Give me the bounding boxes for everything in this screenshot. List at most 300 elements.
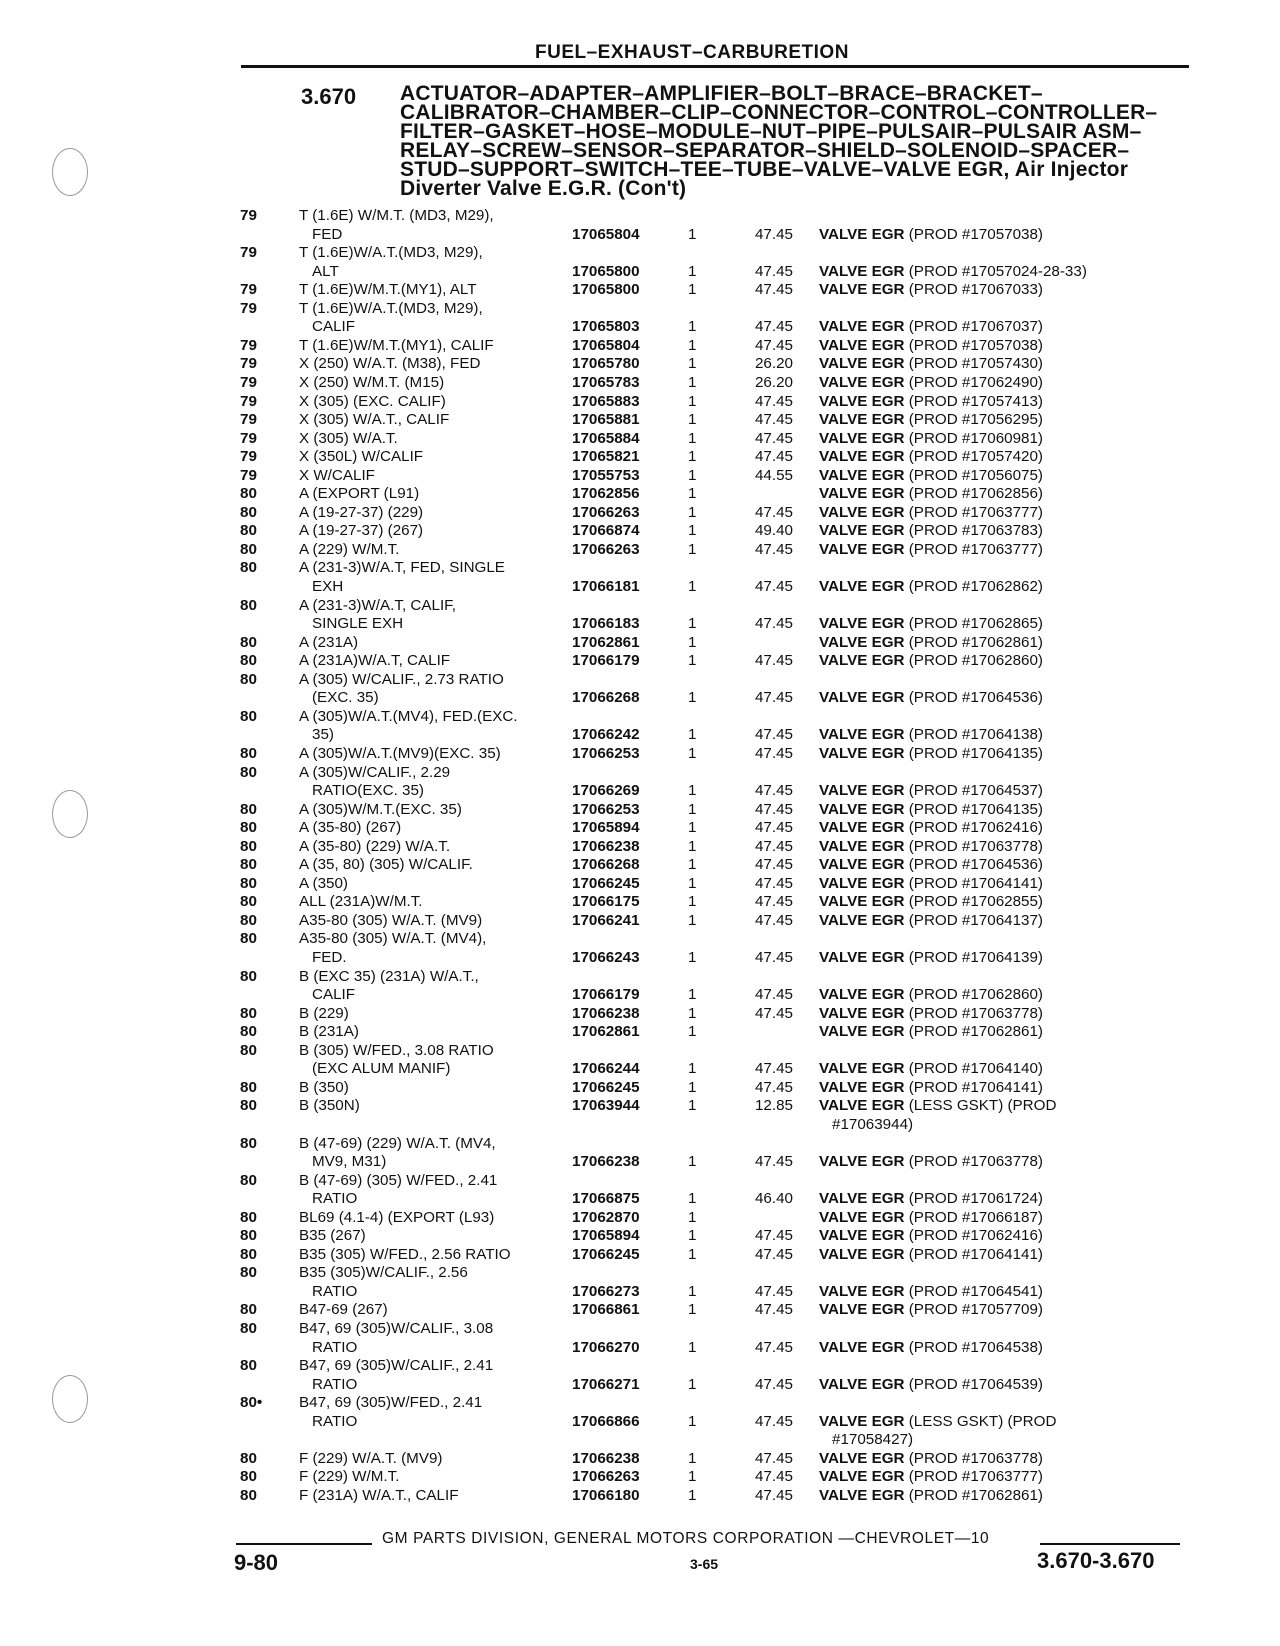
part-number: 17066861 bbox=[572, 1301, 640, 1319]
description-text: A (305)W/A.T.(MV9)(EXC. 35) bbox=[299, 744, 501, 762]
model-year: 80 bbox=[240, 1301, 257, 1319]
part-name-wrap bbox=[819, 430, 1179, 448]
part-name-label: VALVE EGR bbox=[819, 318, 905, 336]
table-row bbox=[0, 1042, 1280, 1061]
table-row bbox=[0, 226, 1280, 245]
model-year: 80 bbox=[240, 856, 257, 874]
part-name-text bbox=[819, 1005, 1047, 1022]
description-text: (EXC. 35) bbox=[312, 689, 379, 707]
application-description bbox=[312, 263, 577, 281]
description-text: A (35-80) (229) W/A.T. bbox=[299, 837, 451, 855]
model-year: 80 bbox=[240, 837, 257, 855]
part-number: 17066263 bbox=[572, 540, 640, 558]
part-number: 17065800 bbox=[572, 262, 640, 280]
part-note: (PROD #17063778) bbox=[908, 1153, 1043, 1171]
table-row bbox=[0, 281, 1280, 300]
part-name-wrap bbox=[819, 893, 1179, 911]
description-wrap bbox=[299, 1320, 577, 1338]
part-name-text bbox=[819, 856, 1047, 873]
table-row bbox=[0, 411, 1280, 430]
part-name-wrap bbox=[819, 875, 1179, 893]
description-wrap bbox=[299, 448, 577, 466]
list-price: 47.45 bbox=[754, 1468, 793, 1486]
part-name-label: VALVE EGR bbox=[819, 1375, 905, 1393]
quantity: 1 bbox=[688, 1375, 697, 1393]
table-row bbox=[0, 801, 1280, 820]
table-row bbox=[0, 300, 1280, 319]
part-name-wrap bbox=[819, 1246, 1179, 1264]
part-name-wrap bbox=[819, 949, 1179, 967]
list-price: 47.45 bbox=[754, 689, 793, 707]
part-name-text bbox=[819, 838, 1047, 855]
application-description bbox=[312, 1339, 577, 1357]
part-name-text bbox=[819, 1023, 1047, 1040]
part-note: (PROD #17062416) bbox=[908, 1227, 1043, 1245]
part-note: (PROD #17064137) bbox=[908, 911, 1043, 929]
list-price: 47.45 bbox=[754, 578, 793, 595]
application-description bbox=[299, 838, 577, 856]
table-row bbox=[0, 504, 1280, 523]
application-description bbox=[299, 597, 577, 615]
table-row bbox=[0, 986, 1280, 1005]
part-name bbox=[819, 652, 1179, 670]
part-name-label: VALVE EGR bbox=[819, 856, 905, 874]
quantity: 1 bbox=[688, 1486, 697, 1504]
part-name-text bbox=[819, 726, 1047, 743]
part-note: (PROD #17064135) bbox=[908, 744, 1043, 762]
list-price: 47.45 bbox=[754, 1338, 793, 1356]
part-name-label: VALVE EGR bbox=[819, 1449, 905, 1467]
model-year: 80• bbox=[240, 1394, 263, 1412]
description-text: A (350) bbox=[299, 874, 348, 892]
list-price: 49.40 bbox=[754, 522, 793, 540]
description-wrap bbox=[299, 652, 577, 670]
description-text: B47, 69 (305)W/CALIF., 2.41 bbox=[299, 1357, 494, 1375]
part-name bbox=[819, 411, 1179, 429]
application-description bbox=[312, 782, 577, 800]
model-year: 80 bbox=[240, 1264, 257, 1282]
application-description bbox=[312, 1283, 577, 1301]
description-wrap bbox=[299, 559, 577, 577]
application-description bbox=[299, 1394, 577, 1412]
part-name bbox=[819, 448, 1179, 466]
table-row bbox=[0, 1246, 1280, 1265]
part-name bbox=[819, 801, 1179, 819]
description-text: A (231-3)W/A.T, FED, SINGLE bbox=[299, 559, 505, 577]
model-year: 80 bbox=[240, 670, 257, 688]
table-row bbox=[0, 968, 1280, 987]
list-price: 47.45 bbox=[754, 893, 793, 911]
quantity: 1 bbox=[688, 893, 697, 911]
part-name bbox=[832, 1116, 1179, 1134]
description-text: A (231A) bbox=[299, 633, 359, 651]
part-name-text bbox=[819, 1283, 1047, 1300]
part-name bbox=[819, 522, 1179, 540]
quantity: 1 bbox=[688, 1301, 697, 1319]
quantity: 1 bbox=[688, 819, 697, 837]
part-name-wrap bbox=[819, 467, 1179, 485]
part-name-wrap bbox=[819, 318, 1179, 336]
part-name-text bbox=[819, 1301, 1047, 1318]
part-number: 17066180 bbox=[572, 1486, 640, 1504]
application-description bbox=[299, 448, 577, 466]
table-row bbox=[0, 893, 1280, 912]
quantity: 1 bbox=[688, 448, 697, 466]
application-description bbox=[312, 1376, 577, 1394]
description-text: X (305) (EXC. CALIF) bbox=[299, 392, 446, 410]
description-wrap bbox=[312, 689, 577, 707]
part-note: (PROD #17057430) bbox=[908, 355, 1043, 373]
part-name-wrap bbox=[819, 745, 1179, 763]
description-text: F (229) W/M.T. bbox=[299, 1468, 400, 1486]
part-name bbox=[819, 1209, 1179, 1227]
application-description bbox=[312, 226, 577, 244]
part-number: 17066268 bbox=[572, 689, 640, 707]
part-name-text bbox=[819, 411, 1047, 428]
description-text: B (47-69) (305) W/FED., 2.41 bbox=[299, 1171, 498, 1189]
application-description bbox=[299, 467, 577, 485]
leader-dots bbox=[312, 238, 577, 240]
description-wrap bbox=[312, 726, 577, 744]
part-name-text bbox=[819, 652, 1047, 669]
part-name-label: VALVE EGR bbox=[819, 1468, 905, 1486]
part-name-text bbox=[819, 393, 1047, 410]
list-price: 47.45 bbox=[754, 819, 793, 837]
table-row bbox=[0, 764, 1280, 783]
table-row bbox=[0, 1209, 1280, 1228]
part-name-wrap bbox=[819, 1227, 1179, 1245]
table-row bbox=[0, 1116, 1280, 1135]
part-note: (PROD #17063777) bbox=[908, 540, 1043, 558]
description-wrap bbox=[299, 300, 577, 318]
part-number: 17066874 bbox=[572, 522, 640, 540]
part-note: (PROD #17064539) bbox=[908, 1375, 1043, 1393]
description-wrap bbox=[299, 393, 577, 411]
list-price: 47.45 bbox=[754, 1227, 793, 1245]
part-note: (PROD #17064536) bbox=[908, 689, 1043, 707]
part-name-wrap bbox=[819, 1023, 1179, 1041]
section-title-line: STUD–SUPPORT–SWITCH–TEE–TUBE–VALVE–VALVE EGR, Air Injector bbox=[400, 158, 1129, 181]
quantity: 1 bbox=[688, 1338, 697, 1356]
application-description bbox=[299, 912, 577, 930]
table-row bbox=[0, 671, 1280, 690]
part-name-wrap bbox=[819, 819, 1179, 837]
description-wrap bbox=[312, 226, 577, 244]
application-description bbox=[299, 374, 577, 392]
description-text: A (19-27-37) (267) bbox=[299, 522, 424, 540]
part-name bbox=[819, 1339, 1179, 1357]
list-price: 47.45 bbox=[754, 856, 793, 874]
description-text: T (1.6E)W/A.T.(MD3, M29), bbox=[299, 299, 483, 317]
part-name-wrap bbox=[819, 986, 1179, 1004]
quantity: 1 bbox=[688, 837, 697, 855]
part-name-wrap bbox=[819, 1450, 1179, 1468]
description-wrap bbox=[299, 1450, 577, 1468]
part-name-text bbox=[819, 1079, 1047, 1096]
part-name-wrap bbox=[819, 1209, 1179, 1227]
description-text: A (35-80) (267) bbox=[299, 819, 402, 837]
part-name-text bbox=[819, 1209, 1047, 1226]
application-description bbox=[299, 522, 577, 540]
part-number: 17065881 bbox=[572, 411, 640, 429]
part-name-label: VALVE EGR bbox=[819, 355, 905, 373]
part-note: (LESS GSKT) (PROD bbox=[908, 1412, 1057, 1430]
part-name-label: VALVE EGR bbox=[819, 949, 905, 966]
quantity: 1 bbox=[688, 373, 697, 391]
description-text: B35 (305) W/FED., 2.56 RATIO bbox=[299, 1245, 511, 1263]
part-name-label: VALVE EGR bbox=[819, 392, 905, 410]
part-name-text bbox=[819, 541, 1047, 558]
part-name-label: VALVE EGR bbox=[819, 503, 905, 521]
section-title bbox=[400, 84, 1190, 198]
list-price: 47.45 bbox=[754, 262, 793, 280]
table-row bbox=[0, 1153, 1280, 1172]
table-row bbox=[0, 949, 1280, 968]
description-text: A (231A)W/A.T, CALIF bbox=[299, 652, 451, 670]
part-name-text bbox=[819, 1246, 1047, 1263]
list-price: 44.55 bbox=[754, 466, 793, 484]
table-row bbox=[0, 1431, 1280, 1450]
table-row bbox=[0, 782, 1280, 801]
table-row bbox=[0, 355, 1280, 374]
part-name-label: VALVE EGR bbox=[819, 225, 905, 243]
part-number: 17066238 bbox=[572, 1153, 640, 1171]
quantity: 1 bbox=[688, 1153, 697, 1171]
part-number: 17066245 bbox=[572, 1078, 640, 1096]
description-wrap bbox=[299, 467, 577, 485]
list-price: 47.45 bbox=[754, 318, 793, 336]
part-name-label: VALVE EGR bbox=[819, 1412, 905, 1430]
application-description bbox=[312, 615, 577, 633]
part-name bbox=[819, 875, 1179, 893]
model-year: 79 bbox=[240, 299, 257, 317]
description-text: 35) bbox=[312, 726, 334, 744]
quantity: 1 bbox=[688, 1190, 697, 1208]
description-text: B (350N) bbox=[299, 1097, 360, 1115]
quantity: 1 bbox=[688, 1412, 697, 1430]
list-price: 47.45 bbox=[754, 615, 793, 633]
description-text: A (19-27-37) (229) bbox=[299, 503, 424, 521]
part-name-label: VALVE EGR bbox=[819, 485, 905, 503]
quantity: 1 bbox=[688, 503, 697, 521]
table-row bbox=[0, 652, 1280, 671]
part-name bbox=[819, 485, 1179, 503]
table-row bbox=[0, 559, 1280, 578]
description-wrap bbox=[299, 1005, 577, 1023]
quantity: 1 bbox=[688, 615, 697, 633]
model-year: 80 bbox=[240, 707, 257, 725]
table-row bbox=[0, 467, 1280, 486]
table-row bbox=[0, 207, 1280, 226]
part-name-wrap bbox=[819, 337, 1179, 355]
part-number: 17066875 bbox=[572, 1190, 640, 1208]
part-name-wrap bbox=[819, 1060, 1179, 1078]
quantity: 1 bbox=[688, 1227, 697, 1245]
part-name bbox=[819, 1190, 1179, 1208]
description-text: B (47-69) (229) W/A.T. (MV4, bbox=[299, 1134, 496, 1152]
part-number: 17063944 bbox=[572, 1097, 640, 1115]
model-year: 80 bbox=[240, 633, 257, 651]
part-name-label: VALVE EGR bbox=[819, 578, 905, 595]
description-wrap bbox=[299, 411, 577, 429]
footer-rule-left bbox=[236, 1543, 372, 1545]
list-price: 47.45 bbox=[754, 1375, 793, 1393]
description-wrap bbox=[299, 355, 577, 373]
part-name-wrap bbox=[819, 1413, 1179, 1431]
part-note: (PROD #17062862) bbox=[908, 578, 1043, 595]
part-name bbox=[819, 986, 1179, 1004]
part-name-text bbox=[819, 912, 1047, 929]
table-row bbox=[0, 875, 1280, 894]
part-name-wrap bbox=[819, 355, 1179, 373]
list-price: 47.45 bbox=[754, 911, 793, 929]
page-header-title: FUEL–EXHAUST–CARBURETION bbox=[535, 42, 849, 63]
description-wrap bbox=[299, 281, 577, 299]
part-name-label: VALVE EGR bbox=[819, 1282, 905, 1300]
application-description bbox=[299, 1023, 577, 1041]
table-row bbox=[0, 1060, 1280, 1079]
application-description bbox=[299, 1487, 577, 1505]
part-note: (PROD #17057413) bbox=[908, 392, 1043, 410]
model-year: 80 bbox=[240, 559, 257, 577]
description-text: MV9, M31) bbox=[312, 1153, 387, 1171]
part-name-text bbox=[819, 1097, 1060, 1114]
list-price: 47.45 bbox=[754, 1245, 793, 1263]
part-number: 17066238 bbox=[572, 1449, 640, 1467]
table-row bbox=[0, 912, 1280, 931]
table-row bbox=[0, 318, 1280, 337]
part-name bbox=[819, 726, 1179, 744]
part-note: (PROD #17064541) bbox=[908, 1282, 1043, 1300]
description-text: B (229) bbox=[299, 1004, 349, 1022]
application-description bbox=[299, 1246, 577, 1264]
part-name bbox=[819, 1301, 1179, 1319]
part-number: 17065894 bbox=[572, 819, 640, 837]
part-note: (PROD #17064138) bbox=[908, 726, 1043, 744]
description-text: B (305) W/FED., 3.08 RATIO bbox=[299, 1041, 494, 1059]
application-description bbox=[299, 1172, 577, 1190]
part-name-text bbox=[819, 1487, 1047, 1504]
table-row bbox=[0, 244, 1280, 263]
part-name-text bbox=[819, 448, 1047, 465]
application-description bbox=[299, 355, 577, 373]
table-row bbox=[0, 374, 1280, 393]
part-name-wrap bbox=[819, 856, 1179, 874]
part-note: (PROD #17057024-28-33) bbox=[908, 262, 1087, 280]
description-wrap bbox=[299, 1264, 577, 1282]
part-number: 17065783 bbox=[572, 373, 640, 391]
part-name-wrap bbox=[819, 578, 1179, 596]
description-text: A (231-3)W/A.T, CALIF, bbox=[299, 596, 456, 614]
description-text: CALIF bbox=[312, 986, 356, 1004]
part-name-text bbox=[819, 1376, 1047, 1393]
footer-page-number: 3-65 bbox=[690, 1556, 719, 1572]
part-name-text bbox=[819, 893, 1047, 910]
model-year: 80 bbox=[240, 1023, 257, 1041]
model-year: 80 bbox=[240, 1041, 257, 1059]
table-row bbox=[0, 1264, 1280, 1283]
table-row bbox=[0, 393, 1280, 412]
part-name bbox=[819, 1413, 1179, 1431]
description-text: B35 (267) bbox=[299, 1227, 366, 1245]
part-note: (PROD #17063783) bbox=[908, 522, 1043, 540]
part-name-text bbox=[819, 1450, 1047, 1467]
application-description bbox=[299, 1264, 577, 1282]
header-rule bbox=[241, 65, 1189, 68]
description-text: RATIO bbox=[312, 1375, 358, 1393]
part-name-label: VALVE EGR bbox=[819, 1004, 905, 1022]
application-description bbox=[299, 1301, 577, 1319]
model-year: 80 bbox=[240, 893, 257, 911]
part-note: (PROD #17064140) bbox=[908, 1060, 1043, 1078]
model-year: 80 bbox=[240, 1097, 257, 1115]
part-name bbox=[819, 1153, 1179, 1171]
application-description bbox=[299, 504, 577, 522]
part-name-label: VALVE EGR bbox=[819, 411, 905, 429]
table-row bbox=[0, 856, 1280, 875]
part-note: (PROD #17057420) bbox=[908, 448, 1043, 466]
description-text: A (EXPORT (L91) bbox=[299, 485, 420, 503]
part-number: 17065804 bbox=[572, 225, 640, 243]
application-description bbox=[299, 1357, 577, 1375]
quantity: 1 bbox=[688, 911, 697, 929]
part-note: (PROD #17064135) bbox=[908, 800, 1043, 818]
part-name-label: VALVE EGR bbox=[819, 911, 905, 929]
part-name bbox=[819, 1246, 1179, 1264]
part-note: (PROD #17064141) bbox=[908, 1078, 1043, 1096]
model-year: 80 bbox=[240, 1245, 257, 1263]
quantity: 1 bbox=[688, 429, 697, 447]
quantity: 1 bbox=[688, 540, 697, 558]
description-text: B (EXC 35) (231A) W/A.T., bbox=[299, 967, 479, 985]
list-price: 47.45 bbox=[754, 1282, 793, 1300]
description-wrap bbox=[299, 801, 577, 819]
part-name-label: VALVE EGR bbox=[819, 633, 905, 651]
application-description bbox=[299, 801, 577, 819]
part-name bbox=[819, 374, 1179, 392]
part-number: 17066263 bbox=[572, 1468, 640, 1486]
application-description bbox=[299, 968, 577, 986]
model-year: 80 bbox=[240, 1468, 257, 1486]
model-year: 79 bbox=[240, 373, 257, 391]
part-name bbox=[819, 1283, 1179, 1301]
part-name-label: VALVE EGR bbox=[819, 429, 905, 447]
table-row bbox=[0, 1320, 1280, 1339]
part-name bbox=[819, 615, 1179, 633]
part-name bbox=[819, 318, 1179, 336]
part-number: 17066271 bbox=[572, 1375, 640, 1393]
model-year: 80 bbox=[240, 522, 257, 540]
description-text: B35 (305)W/CALIF., 2.56 bbox=[299, 1264, 468, 1282]
leader-dots bbox=[312, 590, 577, 592]
table-row bbox=[0, 1357, 1280, 1376]
part-name bbox=[819, 578, 1179, 596]
part-number: 17066238 bbox=[572, 1004, 640, 1022]
part-name-wrap bbox=[819, 411, 1179, 429]
description-text: FED bbox=[312, 225, 343, 243]
description-wrap bbox=[312, 949, 577, 967]
part-name bbox=[819, 838, 1179, 856]
part-number: 17065804 bbox=[572, 336, 640, 354]
model-year: 80 bbox=[240, 911, 257, 929]
part-name-label: VALVE EGR bbox=[819, 837, 905, 855]
description-wrap bbox=[299, 671, 577, 689]
part-note: (PROD #17063777) bbox=[908, 503, 1043, 521]
table-row bbox=[0, 1172, 1280, 1191]
quantity: 1 bbox=[688, 225, 697, 243]
part-name-label: VALVE EGR bbox=[819, 800, 905, 818]
application-description bbox=[299, 300, 577, 318]
